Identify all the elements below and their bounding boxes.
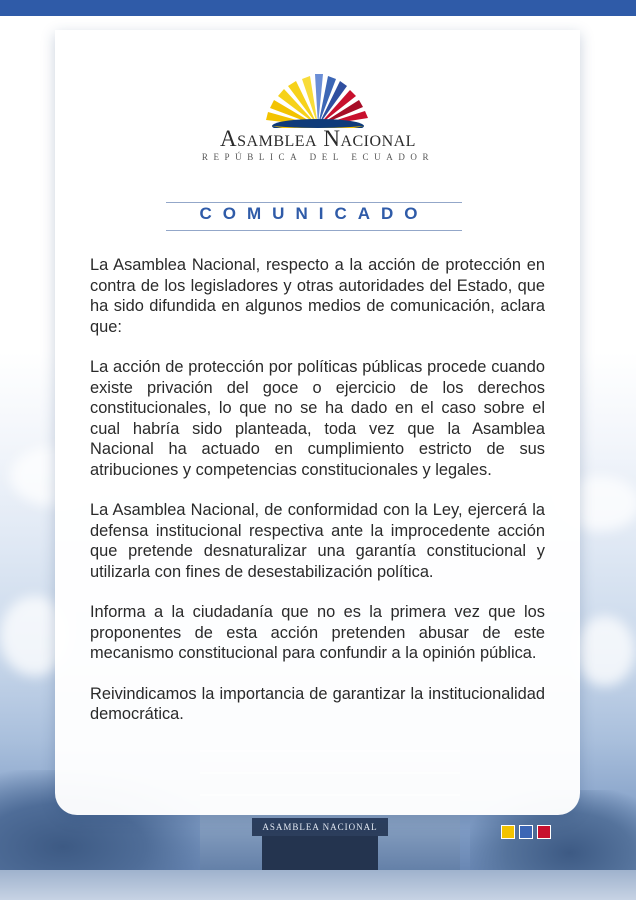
page-title: COMUNICADO [199, 204, 429, 223]
building-sign: ASAMBLEA NACIONAL [252, 818, 388, 836]
sun-rays-logo-icon [258, 68, 378, 128]
paragraph-intro: La Asamblea Nacional, respecto a la acción de protección en contra de los legisladores y otras autoridades del Estado, que ha sido difundida en algunos medios de comunicación, aclara que: [90, 256, 545, 336]
blue-square [519, 825, 533, 839]
brand-name: Asamblea Nacional [220, 126, 416, 151]
flag-color-squares [501, 825, 553, 839]
brand-subtitle: REPÚBLICA DEL ECUADOR [201, 152, 435, 162]
top-color-bar [0, 0, 636, 16]
red-square [537, 825, 551, 839]
paragraph-closing: Reivindicamos la importancia de garantizar la institucionalidad democrática. [90, 684, 545, 723]
communique-body [90, 255, 545, 745]
plaza [0, 870, 636, 900]
paragraph-citizen-notice: Informa a la ciudadanía que no es la primera vez que los proponentes de esta acción pretenden abusar de este mecanismo constitucional para confundir a la opinión pública. [90, 603, 545, 662]
yellow-square [501, 825, 515, 839]
paragraph-protection-action: La acción de protección por políticas públicas procede cuando existe privación del goce o ejercicio de los derechos constitucionales, lo que no se ha dado en el caso sobre el cual habría sido planteada, toda vez que la Asamblea Nacional ha actuado en cumplimiento estricto de sus atribuciones y competencias constitucionales y legales. [90, 358, 545, 479]
paragraph-institutional-defense: La Asamblea Nacional, de conformidad con la Ley, ejercerá la defensa institucional respectiva ante la improcedente acción que pretende desnaturalizar una garantía constitucional y utilizarla con fines de desestabilización política. [90, 501, 545, 581]
